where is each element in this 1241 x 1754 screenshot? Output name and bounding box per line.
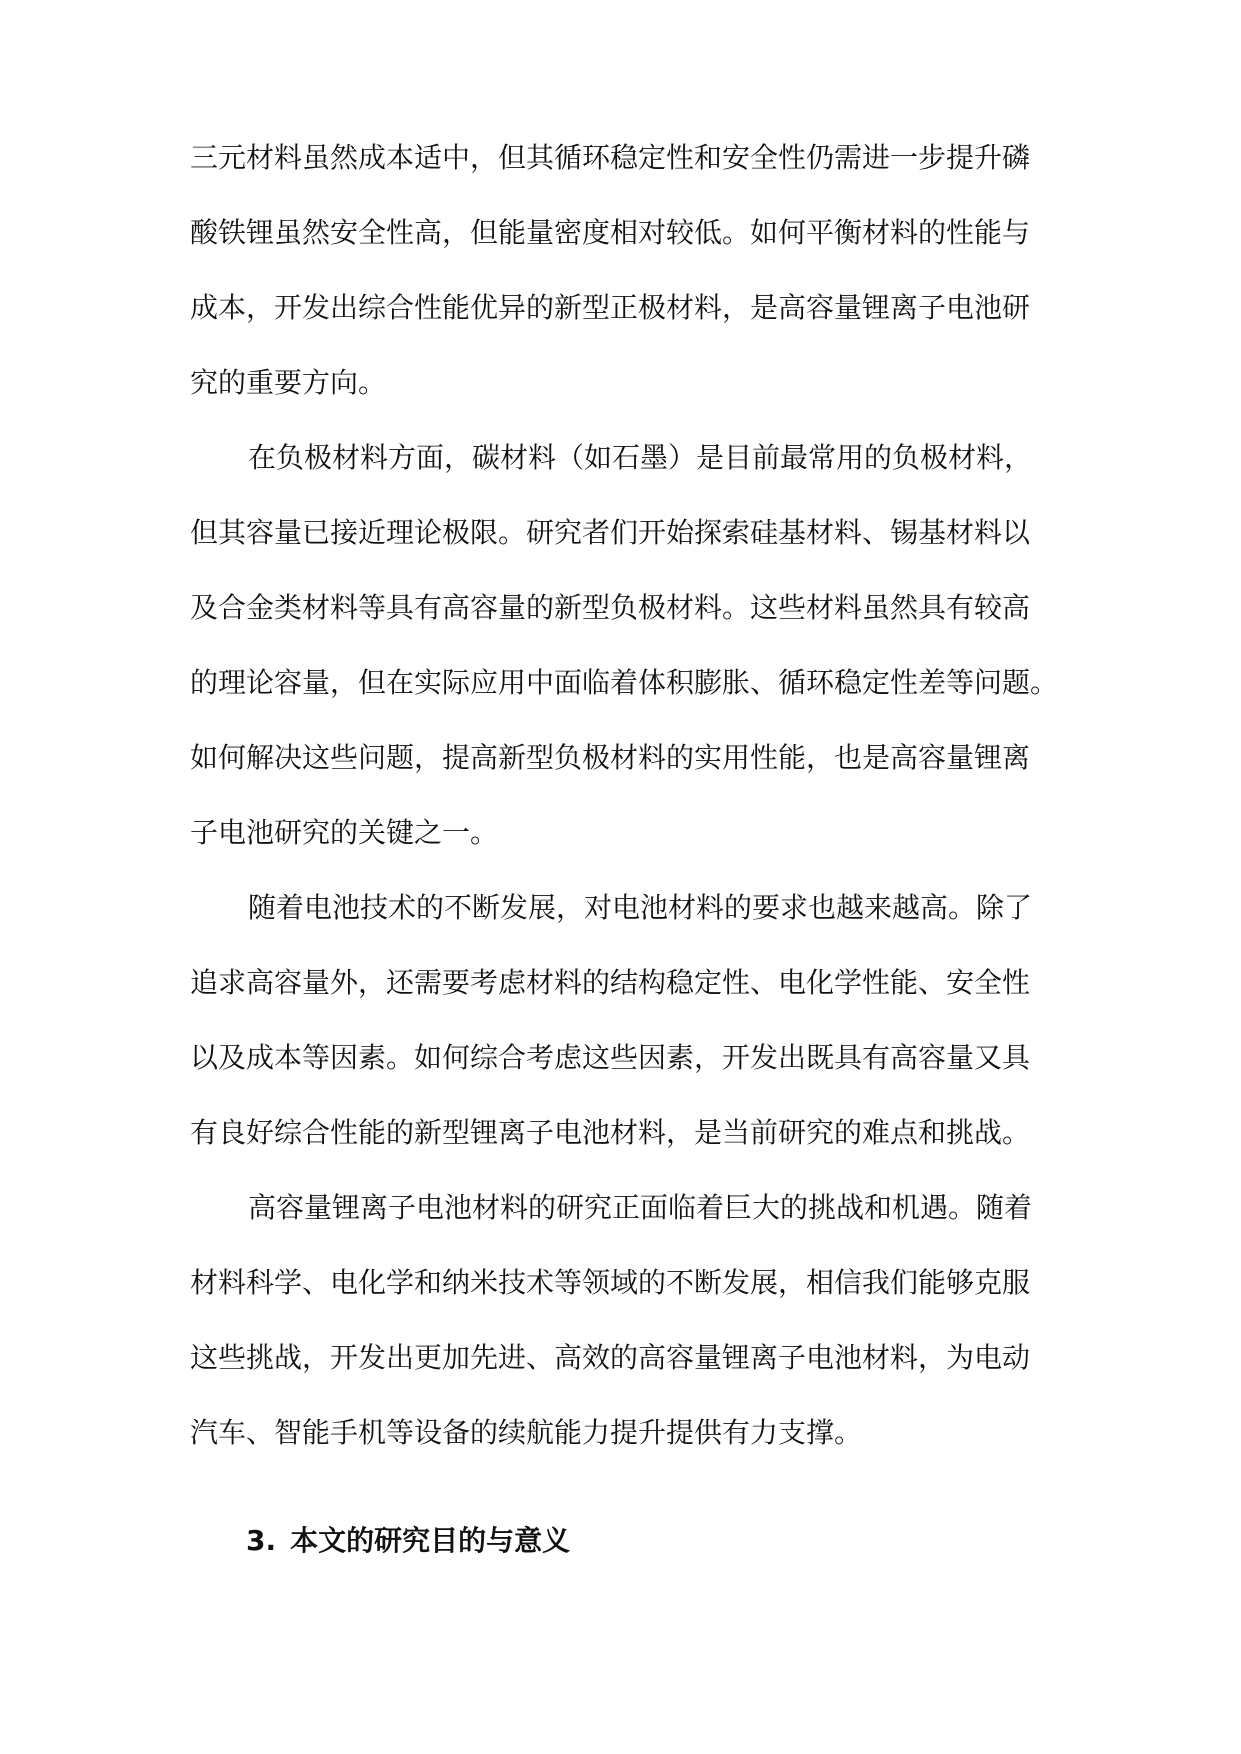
paragraph-4 — [190, 1189, 1052, 1489]
text-line: 酸铁锂虽然安全性高，但能量密度相对较低。如何平衡材料的性能与 — [190, 216, 1031, 249]
text-line: 及合金类材料等具有高容量的新型负极材料。这些材料虽然具有较高 — [190, 591, 1031, 624]
paragraph-3 — [190, 889, 1052, 1189]
paragraph-1 — [190, 139, 1052, 439]
text-line: 汽车、智能手机等设备的续航能力提升提供有力支撑。 — [190, 1416, 863, 1449]
text-line: 在负极材料方面，碳材料（如石墨）是目前最常用的负极材料， — [248, 441, 1033, 474]
text-line: 材料科学、电化学和纳米技术等领域的不断发展，相信我们能够克服 — [190, 1266, 1031, 1299]
paragraph-2 — [190, 439, 1059, 889]
text-line: 子电池研究的关键之一。 — [190, 816, 499, 849]
text-line: 究的重要方向。 — [190, 366, 387, 399]
text-line: 但其容量已接近理论极限。研究者们开始探索硅基材料、锡基材料以 — [190, 516, 1031, 549]
text-line: 有良好综合性能的新型锂离子电池材料，是当前研究的难点和挑战。 — [190, 1116, 1031, 1149]
text-line: 的理论容量，但在实际应用中面临着体积膨胀、循环稳定性差等问题。 — [190, 666, 1059, 699]
text-line: 随着电池技术的不断发展，对电池材料的要求也越来越高。除了 — [248, 891, 1033, 924]
document-body — [190, 139, 1059, 1560]
text-line: 追求高容量外，还需要考虑材料的结构稳定性、电化学性能、安全性 — [190, 966, 1031, 999]
text-line: 这些挑战，开发出更加先进、高效的高容量锂离子电池材料，为电动 — [190, 1341, 1031, 1374]
text-line: 如何解决这些问题，提高新型负极材料的实用性能，也是高容量锂离 — [190, 741, 1031, 774]
section-heading — [190, 1522, 1052, 1560]
text-line: 高容量锂离子电池材料的研究正面临着巨大的挑战和机遇。随着 — [248, 1191, 1033, 1224]
text-line: 成本，开发出综合性能优异的新型正极材料，是高容量锂离子电池研 — [190, 291, 1031, 324]
text-line: 以及成本等因素。如何综合考虑这些因素，开发出既具有高容量又具 — [190, 1041, 1031, 1074]
section-number: 3. — [246, 1524, 277, 1557]
text-line: 三元材料虽然成本适中，但其循环稳定性和安全性仍需进一步提升磷 — [190, 141, 1031, 174]
section-title: 本文的研究目的与意义 — [290, 1524, 571, 1557]
